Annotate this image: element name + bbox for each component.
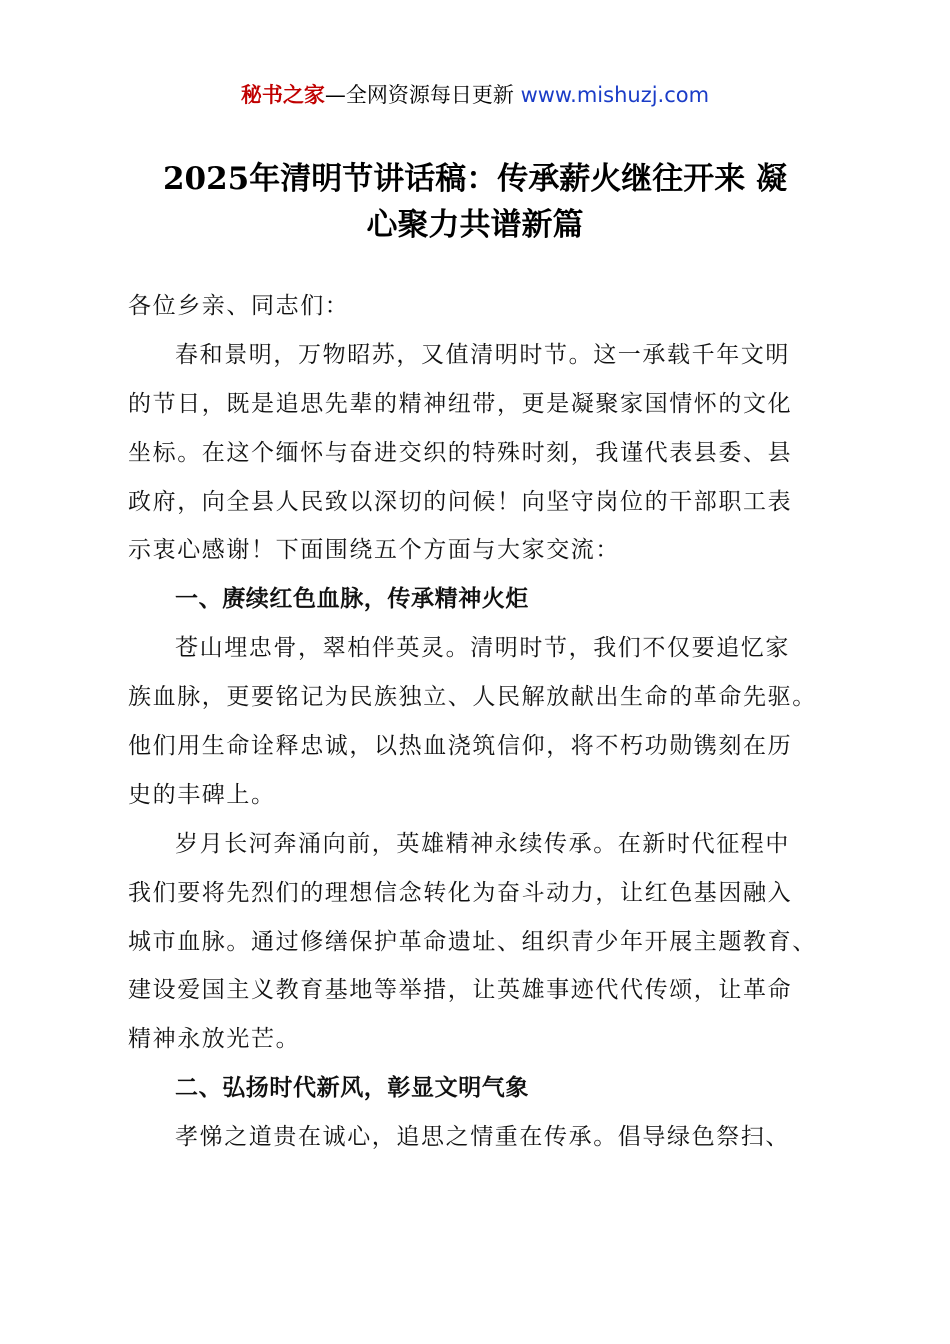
- paragraph-line: 的节日，既是追思先辈的精神纽带，更是凝聚家国情怀的文化: [128, 390, 793, 417]
- paragraph-line: 孝悌之道贵在诚心，追思之情重在传承。倡导绿色祭扫、: [175, 1124, 790, 1151]
- section1-paragraph-2: [128, 820, 824, 1064]
- section1-paragraph-1: [128, 624, 824, 820]
- paragraph-line: 建设爱国主义教育基地等举措，让英雄事迹代代传颂，让革命: [128, 977, 793, 1004]
- paragraph-line: 坐标。在这个缅怀与奋进交织的特殊时刻，我谨代表县委、县: [128, 439, 793, 466]
- paragraph-line: 春和景明，万物昭苏，又值清明时节。这一承载千年文明: [175, 341, 790, 368]
- intro-paragraph: [128, 331, 824, 575]
- paragraph-line: 城市血脉。通过修缮保护革命遗址、组织青少年开展主题教育、: [128, 928, 817, 955]
- paragraph-line: 史的丰碑上。: [128, 781, 276, 808]
- site-tagline: —全网资源每日更新: [324, 83, 521, 107]
- document-body: [128, 282, 824, 1162]
- paragraph-line: 岁月长河奔涌向前，英雄精神永续传承。在新时代征程中: [175, 830, 790, 857]
- site-url-link[interactable]: www.mishuzj.com: [520, 83, 710, 107]
- paragraph-line: 精神永放光芒。: [128, 1026, 301, 1053]
- site-brand: 秘书之家: [240, 83, 325, 107]
- paragraph-line: 政府，向全县人民致以深切的问候！向坚守岗位的干部职工表: [128, 488, 793, 515]
- paragraph-line: 他们用生命诠释忠诚，以热血浇筑信仰，将不朽功勋镌刻在历: [128, 733, 793, 760]
- document-title: [120, 156, 830, 248]
- greeting: 各位乡亲、同志们：: [128, 293, 350, 319]
- title-line-2: 心聚力共谱新篇: [366, 207, 584, 243]
- section-heading-1: 一、赓续红色血脉，传承精神火炬: [175, 586, 529, 613]
- title-line-1: 2025年清明节讲话稿：传承薪火继往开来 凝: [162, 161, 788, 197]
- paragraph-line: 示衷心感谢！下面围绕五个方面与大家交流：: [128, 537, 620, 564]
- paragraph-line: 我们要将先烈们的理想信念转化为奋斗动力，让红色基因融入: [128, 879, 793, 906]
- section-heading-2: 二、弘扬时代新风，彰显文明气象: [175, 1075, 529, 1102]
- paragraph-line: 苍山埋忠骨，翠柏伴英灵。清明时节，我们不仅要追忆家: [175, 635, 790, 662]
- site-header: [0, 78, 950, 112]
- section2-paragraph-1: [128, 1113, 824, 1162]
- paragraph-line: 族血脉，更要铭记为民族独立、人民解放献出生命的革命先驱。: [128, 684, 817, 711]
